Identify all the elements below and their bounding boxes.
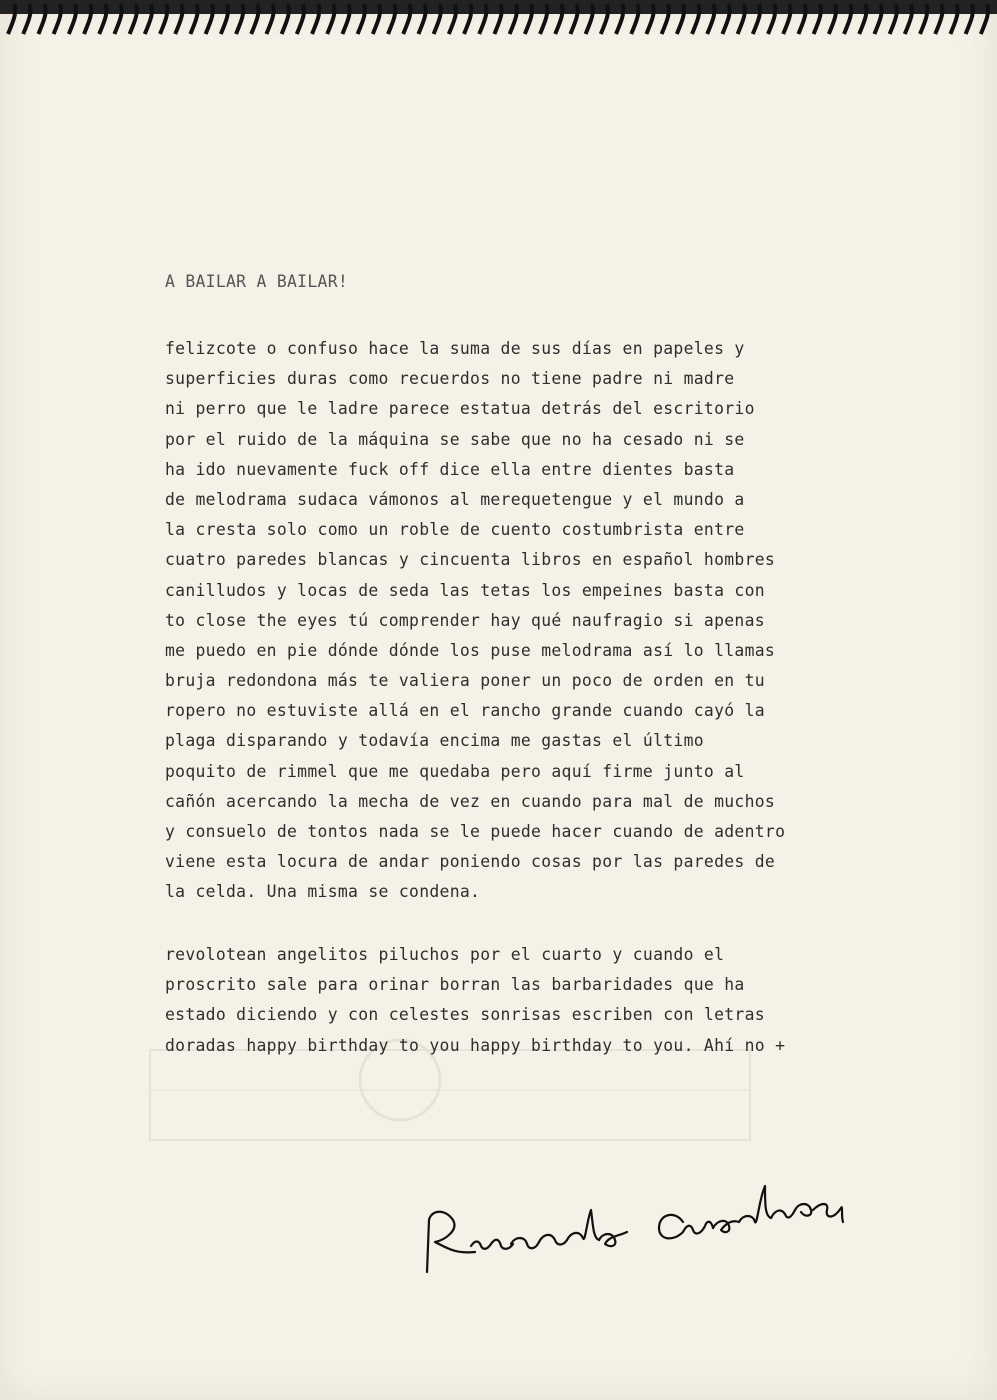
handwritten-signature [415,1180,865,1290]
text-line: la cresta solo como un roble de cuento costumbrista entre [165,520,745,540]
text-line: doradas happy birthday to you happy birthday to you. Ahí no + [165,1035,786,1055]
text-line: superficies duras como recuerdos no tiene padre ni madre [165,369,735,389]
text-line: de melodrama sudaca vámonos al merequetengue y el mundo a [165,489,745,509]
spiral-binding [0,0,997,40]
text-line: me puedo en pie dónde dónde los puse melodrama así lo llamas [165,640,776,660]
text-line: cañón acercando la mecha de vez en cuando para mal de muchos [165,791,776,811]
text-line: ha ido nuevamente fuck off dice ella entre dientes basta [165,459,735,479]
text-line: ni perro que le ladre parece estatua detrás del escritorio [165,399,755,419]
text-line: poquito de rimmel que me quedaba pero aquí firme junto al [165,761,745,781]
text-line: bruja redondona más te valiera poner un poco de orden en tu [165,671,765,691]
paragraph-2 [165,940,785,1061]
text-line: viene esta locura de andar poniendo cosas por las paredes de [165,852,776,872]
text-line: revolotean angelitos piluchos por el cuarto y cuando el [165,945,725,964]
text-line: to close the eyes tú comprender hay qué naufragio si apenas [165,610,765,630]
document-title: A BAILAR A BAILAR! [165,272,349,291]
text-line: la celda. Una misma se condena. [165,882,481,902]
paragraph-1 [165,334,785,908]
text-line: estado diciendo y con celestes sonrisas escriben con letras [165,1005,765,1025]
text-line: felizcote o confuso hace la suma de sus días en papeles y [165,339,745,358]
text-line: plaga disparando y todavía encima me gastas el último [165,731,704,751]
text-line: ropero no estuviste allá en el rancho grande cuando cayó la [165,701,765,721]
text-line: y consuelo de tontos nada se le puede hacer cuando de adentro [165,822,786,841]
text-line: cuatro paredes blancas y cincuenta libros en español hombres [165,550,776,570]
text-line: proscrito sale para orinar borran las barbaridades que ha [165,975,745,995]
text-line: canilludos y locas de seda las tetas los empeines basta con [165,580,765,600]
text-line: por el ruido de la máquina se sabe que no ha cesado ni se [165,429,745,449]
